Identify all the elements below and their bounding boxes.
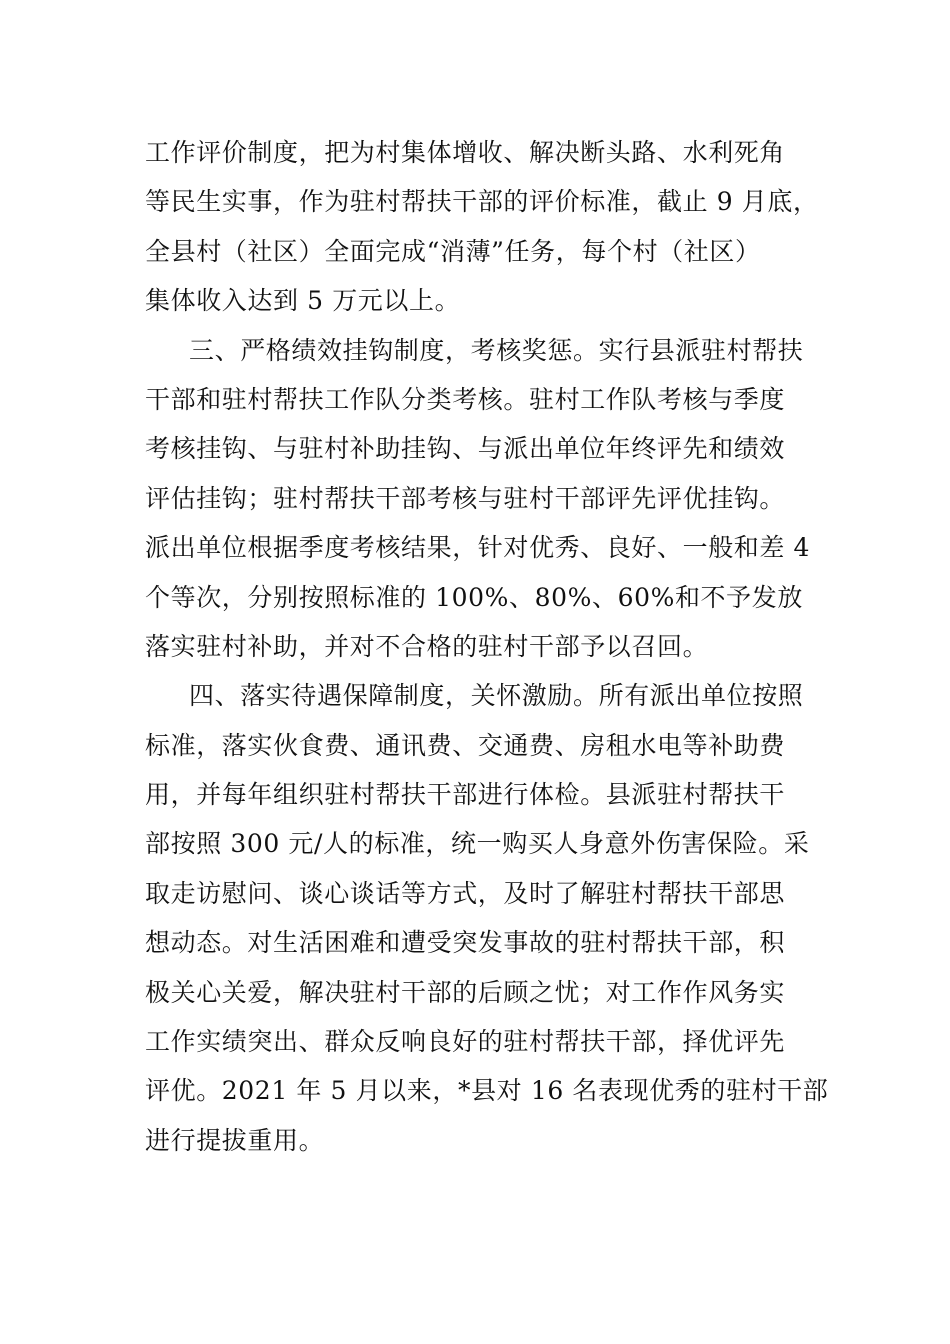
- text-line: 干部和驻村帮扶工作队分类考核。驻村工作队考核与季度: [145, 384, 786, 414]
- text-line: 用，并每年组织驻村帮扶干部进行体检。县派驻村帮扶干: [145, 780, 786, 810]
- text-line: 工作评价制度，把为村集体增收、解决断头路、水利死角: [145, 138, 786, 167]
- section-four-heading-line: 四、落实待遇保障制度，关怀激励。所有派出单位按照: [189, 681, 804, 711]
- text-line: 评优。2021 年 5 月以来，*县对 16 名表现优秀的驻村干部: [145, 1076, 829, 1106]
- text-line: 进行提拔重用。: [145, 1125, 325, 1155]
- text-line: 等民生实事，作为驻村帮扶干部的评价标准，截止 9 月底，: [145, 187, 819, 217]
- section-three-heading-line: 三、严格绩效挂钩制度，考核奖惩。实行县派驻村帮扶: [189, 335, 804, 365]
- text-line: 考核挂钩、与驻村补助挂钩、与派出单位年终评先和绩效: [145, 434, 786, 464]
- paragraph-section-four: [145, 671, 835, 1165]
- paragraph-evaluation-continuation: [145, 128, 835, 326]
- text-line: 想动态。对生活困难和遭受突发事故的驻村帮扶干部，积: [145, 928, 786, 958]
- document-body: [145, 128, 835, 1165]
- text-line: 极关心关爱，解决驻村干部的后顾之忧；对工作作风务实: [145, 977, 786, 1007]
- text-line: 标准，落实伙食费、通讯费、交通费、房租水电等补助费: [145, 730, 786, 760]
- text-line: 落实驻村补助，并对不合格的驻村干部予以召回。: [145, 631, 709, 661]
- text-line: 派出单位根据季度考核结果，针对优秀、良好、一般和差 4: [145, 533, 811, 563]
- text-line: 工作实绩突出、群众反响良好的驻村帮扶干部，择优评先: [145, 1027, 786, 1057]
- text-line: 个等次，分别按照标准的 100%、80%、60%和不予发放: [145, 582, 803, 612]
- text-line: 集体收入达到 5 万元以上。: [145, 286, 461, 316]
- text-line: 全县村（社区）全面完成“消薄”任务，每个村（社区）: [145, 236, 761, 266]
- text-line: 评估挂钩；驻村帮扶干部考核与驻村干部评先评优挂钩。: [145, 483, 786, 513]
- text-line: 部按照 300 元/人的标准，统一购买人身意外伤害保险。采: [145, 829, 810, 859]
- text-line: 取走访慰问、谈心谈话等方式，及时了解驻村帮扶干部思: [145, 878, 786, 908]
- paragraph-section-three: [145, 326, 835, 672]
